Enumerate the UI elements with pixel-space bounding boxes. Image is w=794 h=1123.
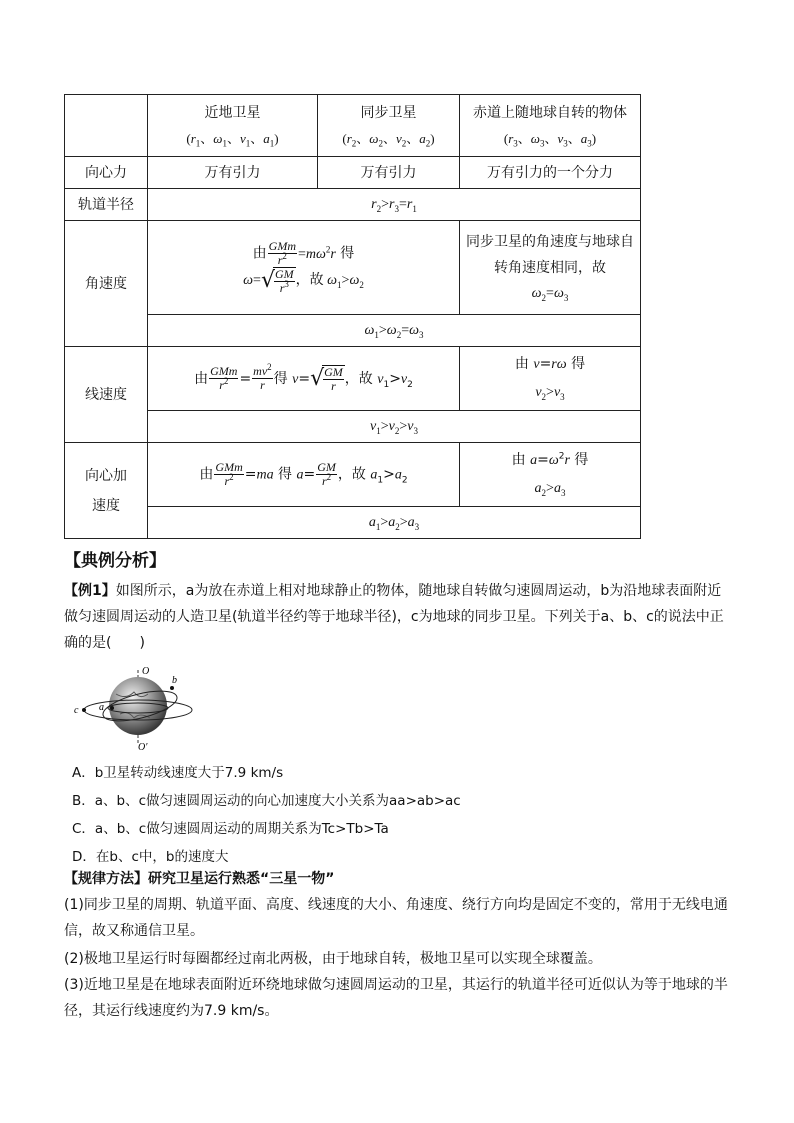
option-b[interactable]: B．a、b、c做匀速圆周运动的向心加速度大小关系为aa>ab>ac <box>72 793 461 809</box>
omega-derivation: 由 $\frac{\text{GMm}}{r^2}$ $=m\omega^2r$ 得 ω=√ $\frac{GM}{r^3}$ ，故 $\omega_1>\omega_2$ <box>148 221 460 315</box>
header-equator-title: 赤道上随地球自转的物体 <box>473 104 627 121</box>
row-label: 向心力 <box>65 157 148 189</box>
velocity-relation: $v_1>v_2>v_3$ <box>148 411 641 443</box>
header-equator-object <box>460 95 641 157</box>
header-near-earth <box>148 95 318 157</box>
label-b: b <box>172 675 177 686</box>
row-label: 角速度 <box>65 221 148 347</box>
label-O: O <box>142 666 150 677</box>
row-centripetal-force <box>65 157 641 189</box>
earth-orbit-figure <box>72 664 202 752</box>
row-linear-velocity <box>65 347 641 411</box>
option-a[interactable]: A．b卫星转动线速度大于7.9 km/s <box>72 765 284 781</box>
omega-relation: $\omega_1>\omega_2=\omega_3$ <box>148 315 641 347</box>
velocity-derivation: 由 $\frac{\text{GMm}}{r^2}$ = $\frac{mv^2}{r}$ 得 v=√ $\frac{GM}{r}$ ，故 $v_1>v_2$ <box>148 347 460 411</box>
header-equator-vars: ($r_3$、$\omega_3$、$v_3$、$a_3$) <box>503 130 597 149</box>
row-centripetal-acceleration <box>65 443 641 507</box>
label-c: c <box>74 705 79 716</box>
option-d[interactable]: D．在b、c中，b的速度大 <box>72 849 229 865</box>
row-angular-velocity <box>65 221 641 315</box>
acceleration-equator: 由 $a=\omega^2r$ 得 $a_2>a_3$ <box>460 443 641 507</box>
row-angular-velocity-summary <box>65 315 641 347</box>
force-near-earth: 万有引力 <box>148 157 318 189</box>
row-linear-velocity-summary <box>65 411 641 443</box>
row-label: 轨道半径 <box>65 189 148 221</box>
method-point-1: (1)同步卫星的周期、轨道平面、高度、线速度的大小、角速度、绕行方向均是固定不变的，常用于无线电通信，故又称通信卫星。 <box>64 897 728 939</box>
acceleration-relation: $a_1>a_2>a_3$ <box>148 507 641 539</box>
method-heading <box>64 866 732 892</box>
header-synchronous-title: 同步卫星 <box>360 104 417 121</box>
row-label: 线速度 <box>65 347 148 443</box>
comparison-table <box>64 94 641 539</box>
row-acceleration-summary <box>65 507 641 539</box>
label-O-prime: O′ <box>138 742 148 752</box>
example-question <box>64 578 732 656</box>
method-title: 研究卫星运行熟悉“三星一物” <box>148 871 335 887</box>
header-near-earth-title: 近地卫星 <box>204 104 261 121</box>
method-tag: 【规律方法】 <box>64 871 148 887</box>
method-point-2: (2)极地卫星运行时每圈都经过南北两极，由于地球自转，极地卫星可以实现全球覆盖。 <box>64 951 602 967</box>
force-equator: 万有引力的一个分力 <box>460 157 641 189</box>
earth-globe <box>109 677 167 735</box>
header-empty-cell <box>65 95 148 157</box>
example-tag: 【例1】 <box>64 583 116 599</box>
section-title: 【典例分析】 <box>64 551 166 571</box>
method-point-3: (3)近地卫星是在地球表面附近环绕地球做匀速圆周运动的卫星，其运行的轨道半径可近似认为等于地球的半径，其运行线速度约为7.9 km/s。 <box>64 977 728 1019</box>
label-a: a <box>99 702 104 713</box>
force-synchronous: 万有引力 <box>318 157 460 189</box>
acceleration-derivation: 由 $\frac{\text{GMm}}{r^2}$ =ma 得 a= $\frac{GM}{r^2}$ ，故 $a_1>a_2$ <box>148 443 460 507</box>
row-label: 向心加速度 <box>65 443 148 539</box>
row-orbit-radius <box>65 189 641 221</box>
header-near-earth-vars: ($r_1$、$\omega_1$、$v_1$、$a_1$) <box>186 130 279 149</box>
header-synchronous-vars: ($r_2$、$\omega_2$、$v_2$、$a_2$) <box>342 130 435 149</box>
option-c[interactable]: C．a、b、c做匀速圆周运动的周期关系为Tc>Tb>Ta <box>72 821 389 837</box>
radius-relation: $r_2>r_3=r_1$ <box>148 189 641 221</box>
table-header-row <box>65 95 641 157</box>
header-synchronous <box>318 95 460 157</box>
velocity-equator: 由 v=rω 得 $v_2>v_3$ <box>460 347 641 411</box>
omega-equator-note: 同步卫星的角速度与地球自转角速度相同，故 $\omega_2=\omega_3$ <box>460 221 641 315</box>
example-text: 如图所示，a为放在赤道上相对地球静止的物体，随地球自转做匀速圆周运动，b为沿地球表面附近做匀速圆周运动的人造卫星(轨道半径约等于地球半径)，c为地球的同步卫星。下列关于a、b、c的说法中正确的是( ) <box>64 583 724 651</box>
